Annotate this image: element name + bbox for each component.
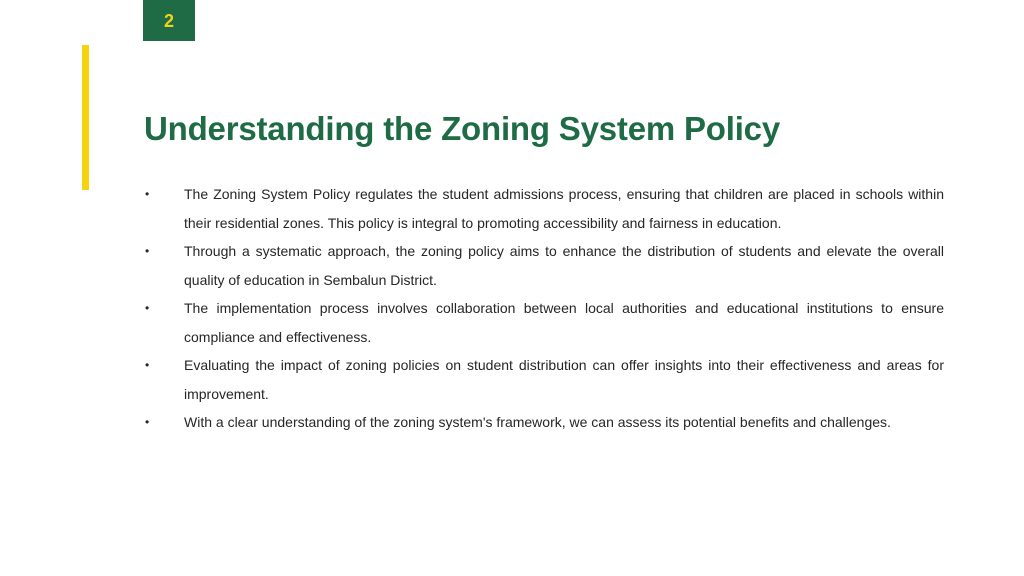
bullet-icon: •: [145, 415, 150, 429]
bullet-item: [144, 294, 944, 351]
accent-bar: [82, 45, 89, 190]
bullet-icon: •: [145, 187, 150, 201]
bullet-text: Through a systematic approach, the zoning policy aims to enhance the distribution of students and elevate the overall quality of education in Sembalun District.: [184, 243, 944, 288]
bullet-icon: •: [145, 358, 150, 372]
bullet-text: With a clear understanding of the zoning system's framework, we can assess its potential benefits and challenges.: [184, 414, 891, 430]
page-number: 2: [163, 10, 174, 31]
bullet-icon: •: [145, 301, 150, 315]
bullet-text: The implementation process involves collaboration between local authorities and educational institutions to ensure compliance and effectiveness.: [184, 300, 944, 345]
bullet-item: [144, 351, 944, 408]
bullet-item: [144, 237, 944, 294]
bullet-text: Evaluating the impact of zoning policies on student distribution can offer insights into their effectiveness and areas for improvement.: [184, 357, 944, 402]
bullet-list: [144, 180, 944, 437]
page-number-badge: [143, 0, 195, 41]
bullet-item: [144, 408, 944, 437]
bullet-text: The Zoning System Policy regulates the student admissions process, ensuring that children are placed in schools within their residential zones. This policy is integral to promoting accessibility and fairness in education.: [184, 186, 944, 231]
bullet-item: [144, 180, 944, 237]
bullet-icon: •: [145, 244, 150, 258]
slide-title: Understanding the Zoning System Policy: [144, 110, 780, 147]
